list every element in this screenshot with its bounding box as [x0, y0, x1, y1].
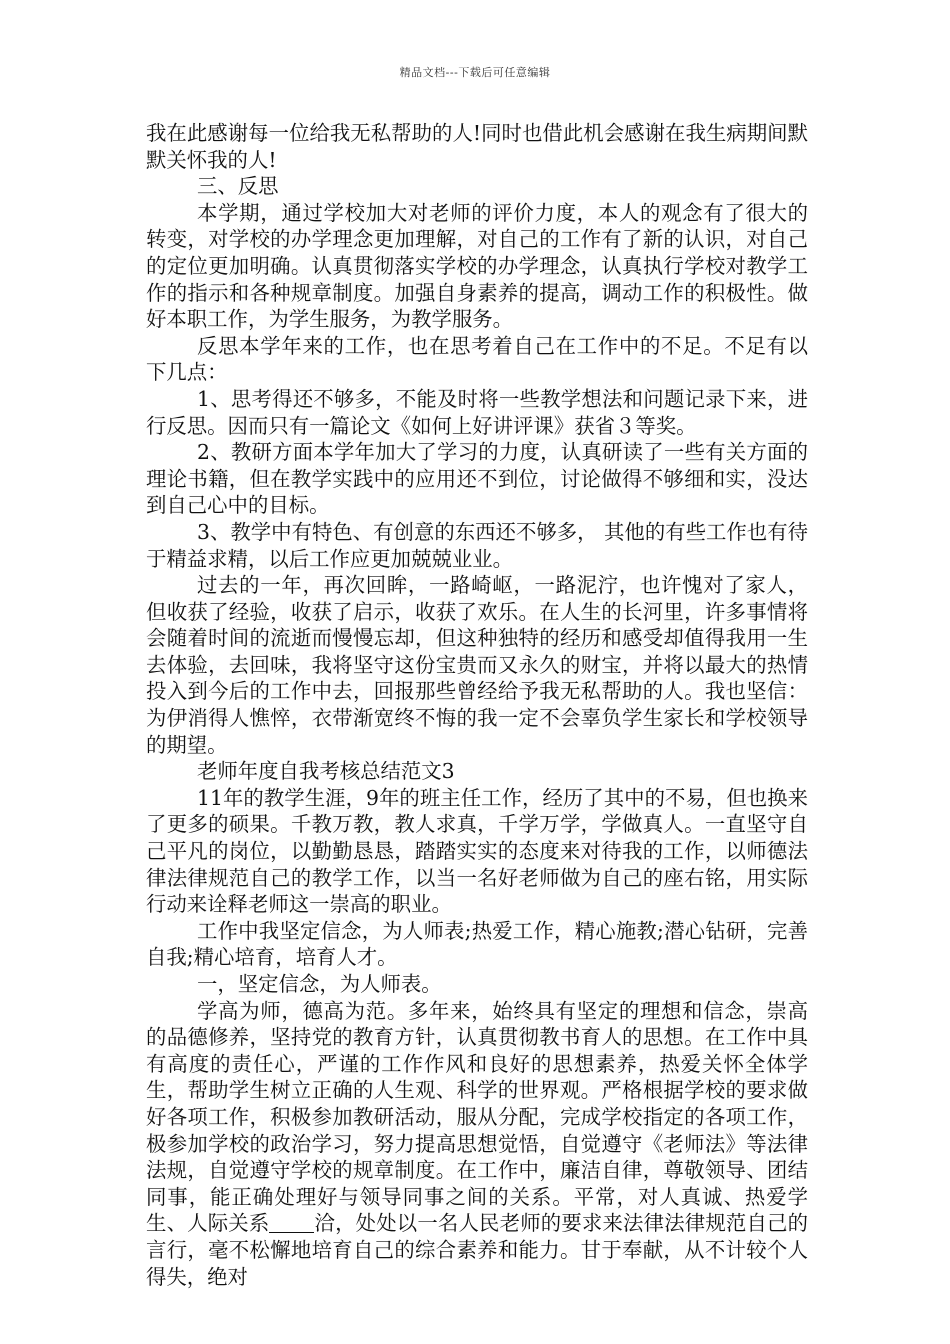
blank-underline — [269, 1212, 314, 1233]
section-heading: 老师年度自我考核总结范文3 — [197, 759, 455, 784]
paragraph: 11年的教学生涯，9年的班主任工作，经历了其中的不易，但也换来了更多的硕果。千教万教，教人求真，千学万学，学做真人。一直坚守自己平凡的岗位，以勤勤恳恳，踏踏实实的态度来对待我的工作，以师德法律法律规范自己的教学工作，以当一名好老师做为自己的座右铭，用实际行动来诠释老师这一崇高的职业。 — [146, 785, 808, 917]
paragraph: 反思本学年来的工作，也在思考着自己在工作中的不足。不足有以下几点： — [146, 333, 808, 385]
paragraph-text: 学高为师，德高为范。多年来，始终具有坚定的理想和信念，崇高的品德修养，坚持党的教育方针，认真贯彻教书育人的思想。在工作中具有高度的责任心，严谨的工作作风和良好的思想素养，热爱关怀全体学生，帮助学生树立正确的人生观、科学的世界观。严格根据学校的要求做好各项工作，积极参加教研活动，服从分配，完成学校指定的各项工作，极参加学校的政治学习，努力提高思想觉悟，自觉遵守《老师法》等法律法规，自觉遵守学校的规章制度。在工作中，廉洁自律，尊敬领导、团结同事，能正确处理好与领导同事之间的关系。平常，对人真诚、热爱学生、人际关系 — [146, 998, 808, 1236]
list-item: 2、教研方面本学年加大了学习的力度，认真研读了一些有关方面的理论书籍，但在教学实践中的应用还不到位，讨论做得不够细和实，没达到自己心中的目标。 — [146, 440, 808, 518]
paragraph: 工作中我坚定信念，为人师表;热爱工作，精心施教;潜心钻研，完善自我;精心培育，培育人才。 — [146, 918, 808, 970]
list-item: 3、教学中有特色、有创意的东西还不够多， 其他的有些工作也有待于精益求精，以后工作应更加兢兢业业。 — [146, 519, 808, 571]
page-header: 精品文档---下载后可任意编辑 — [399, 66, 551, 79]
paragraph: 我在此感谢每一位给我无私帮助的人!同时也借此机会感谢在我生病期间默默关怀我的人! — [146, 121, 808, 172]
paragraph: 本学期，通过学校加大对老师的评价力度，本人的观念有了很大的转变，对学校的办学理念更加理解，对自己的工作有了新的认识，对自己的定位更加明确。认真贯彻落实学校的办学理念，认真执行学校对教学工作的指示和各种规章制度。加强自身素养的提高，调动工作的积极性。做好本职工作，为学生服务，为教学服务。 — [146, 200, 808, 332]
list-item: 1、思考得还不够多，不能及时将一些教学想法和问题记录下来，进行反思。因而只有一篇论文《如何上好讲评课》获省３等奖。 — [146, 386, 808, 438]
paragraph-tail: 洽，处处以一名人民老师的要求来法律法律规范自己的言行，毫不松懈地培育自己的综合素养和能力。甘于奉献，从不计较个人得失，绝对 — [146, 1211, 809, 1289]
document-body — [146, 120, 808, 1290]
section-heading: 三、反思 — [197, 174, 279, 199]
paragraph — [146, 998, 808, 1291]
paragraph: 过去的一年，再次回眸，一路崎岖，一路泥泞，也许愧对了家人，但收获了经验，收获了启示，收获了欢乐。在人生的长河里，许多事情将会随着时间的流逝而慢慢忘却，但这种独特的经历和感受却值得我用一生去体验，去回味，我将坚守这份宝贵而又永久的财宝，并将以最大的热情投入到今后的工作中去，回报那些曾经给予我无私帮助的人。我也坚信：为伊消得人憔悴，衣带渐宽终不悔的我一定不会辜负学生家长和学校领导的期望。 — [146, 573, 808, 757]
section-heading: 一，坚定信念，为人师表。 — [197, 972, 442, 996]
